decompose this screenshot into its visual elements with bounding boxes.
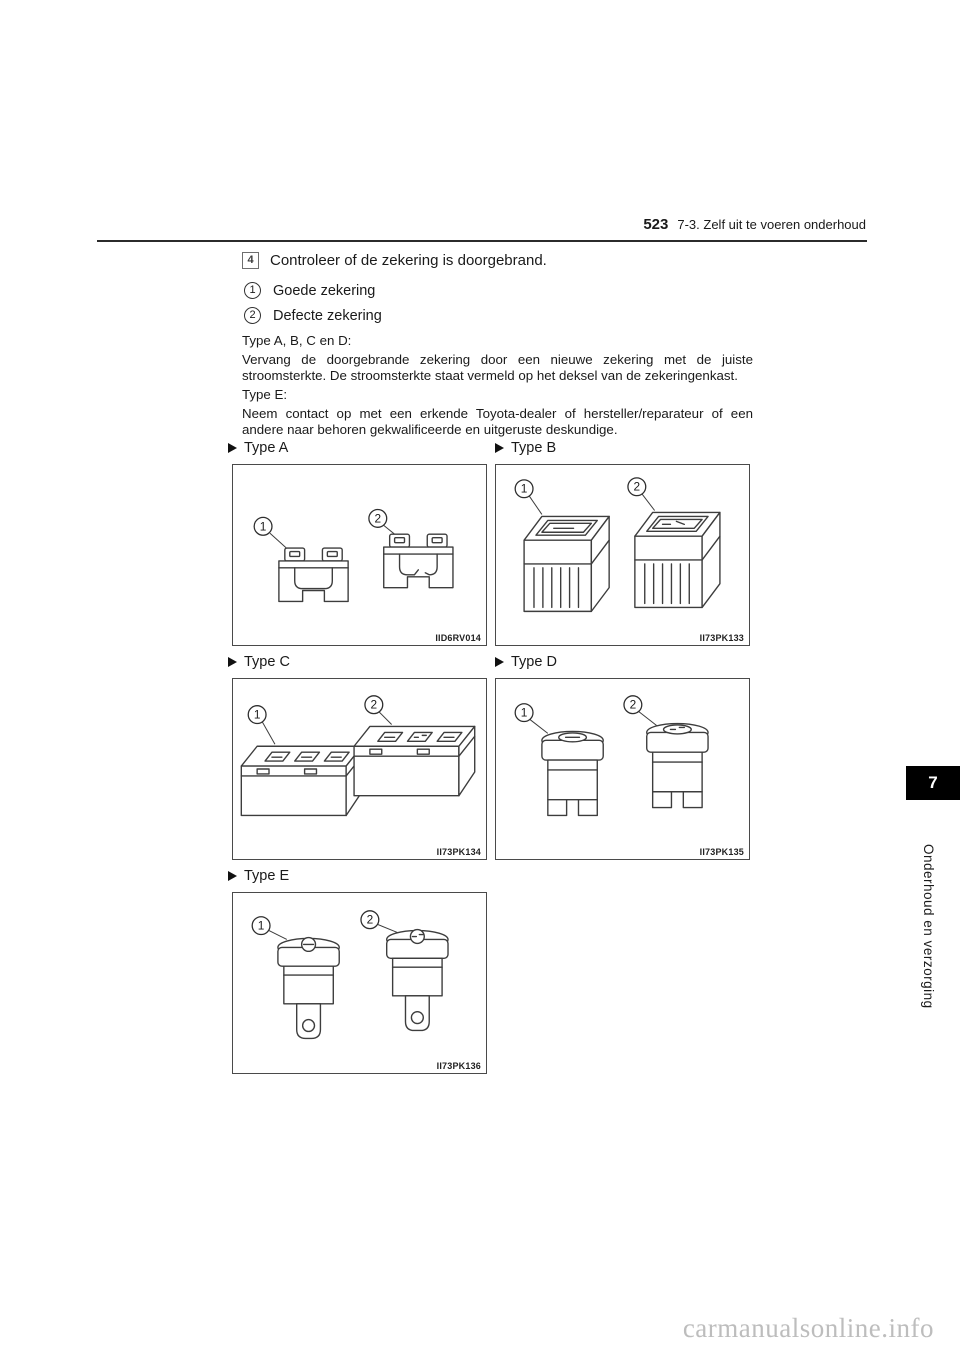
paragraph-title: Type A, B, C en D: <box>242 333 352 348</box>
step-text: Controleer of de zekering is doorgebrand. <box>270 252 547 269</box>
svg-text:2: 2 <box>629 697 637 712</box>
paragraph-body: Vervang de doorgebrande zekering door een nieuwe zekering met de juiste stroomsterkte. De stroomsterkte staat vermeld op het deksel van de zekeringenkast. <box>242 351 753 383</box>
page-number: 523 <box>643 216 669 233</box>
figure-box-type-e <box>232 892 487 1074</box>
arrow-icon <box>228 871 237 881</box>
paragraph-type-abcd <box>242 333 753 385</box>
fuse-illustration-type-a <box>233 465 486 645</box>
fuse-illustration-type-b <box>496 465 749 645</box>
figure-header-type-c <box>228 654 290 670</box>
figure-code: II73PK136 <box>436 1061 481 1071</box>
svg-text:2: 2 <box>366 912 374 927</box>
step-number-box: 4 <box>242 252 259 269</box>
callout-1 <box>515 704 533 722</box>
section-title: 7-3. Zelf uit te voeren onderhoud <box>677 217 866 232</box>
fuse-illustration-type-d <box>496 679 749 859</box>
fuse-illustration-type-e <box>233 893 486 1073</box>
legend-item-blown-fuse <box>244 307 382 324</box>
watermark: carmanualsonline.info <box>682 1313 934 1343</box>
svg-text:1: 1 <box>257 918 265 933</box>
page-header <box>97 216 866 234</box>
chapter-tab: 7 <box>906 766 960 800</box>
figure-box-type-c <box>232 678 487 860</box>
legend-label: Defecte zekering <box>273 307 382 324</box>
fuse-good <box>278 938 339 1039</box>
callout-2 <box>628 478 646 496</box>
figure-code: IID6RV014 <box>435 633 481 643</box>
figure-label: Type B <box>511 440 557 456</box>
fuse-blown <box>647 724 708 808</box>
step-instruction <box>242 252 547 269</box>
figure-code: II73PK133 <box>699 633 744 643</box>
figure-code: II73PK134 <box>436 847 481 857</box>
callout-2 <box>624 696 642 714</box>
fuse-good <box>279 548 348 601</box>
figure-header-type-b <box>495 440 556 456</box>
figure-label: Type E <box>244 868 290 884</box>
callout-2 <box>361 911 379 929</box>
figure-header-type-d <box>495 654 557 670</box>
fuse-good <box>542 731 603 815</box>
svg-text:1: 1 <box>520 705 528 720</box>
circled-number-1: 1 <box>244 282 261 299</box>
legend-label: Goede zekering <box>273 282 376 299</box>
fuse-good <box>524 516 609 611</box>
svg-text:2: 2 <box>370 697 378 712</box>
arrow-icon <box>228 443 237 453</box>
paragraph-type-e <box>242 387 753 439</box>
svg-text:1: 1 <box>259 519 267 534</box>
fuse-blown <box>354 726 475 795</box>
header-rule <box>97 240 867 242</box>
svg-text:1: 1 <box>520 481 528 496</box>
figure-label: Type A <box>244 440 289 456</box>
figure-box-type-b <box>495 464 750 646</box>
circled-number-2: 2 <box>244 307 261 324</box>
paragraph-body: Neem contact op met een erkende Toyota-dealer of hersteller/reparateur of een andere naar behoren gekwalificeerde en uitgeruste deskundige. <box>242 405 753 437</box>
callout-2 <box>369 510 387 528</box>
fuse-illustration-type-c <box>233 679 486 859</box>
arrow-icon <box>228 657 237 667</box>
fuse-blown <box>387 930 448 1031</box>
callout-2 <box>365 696 383 714</box>
figure-box-type-a <box>232 464 487 646</box>
figure-header-type-e <box>228 868 289 884</box>
svg-text:2: 2 <box>633 479 641 494</box>
arrow-icon <box>495 443 504 453</box>
fuse-blown <box>384 534 453 587</box>
chapter-label: Onderhoud en verzorging <box>921 844 936 1009</box>
callout-1 <box>515 480 533 498</box>
figure-header-type-a <box>228 440 288 456</box>
fuse-blown <box>635 512 720 607</box>
legend-item-good-fuse <box>244 282 375 299</box>
arrow-icon <box>495 657 504 667</box>
figure-label: Type D <box>511 654 557 670</box>
svg-text:2: 2 <box>374 511 382 526</box>
callout-1 <box>248 706 266 724</box>
callout-1 <box>254 517 272 535</box>
figure-code: II73PK135 <box>699 847 744 857</box>
fuse-good <box>241 746 362 815</box>
figure-box-type-d <box>495 678 750 860</box>
paragraph-title: Type E: <box>242 387 288 402</box>
callout-1 <box>252 917 270 935</box>
figure-label: Type C <box>244 654 290 670</box>
svg-text:1: 1 <box>253 707 261 722</box>
